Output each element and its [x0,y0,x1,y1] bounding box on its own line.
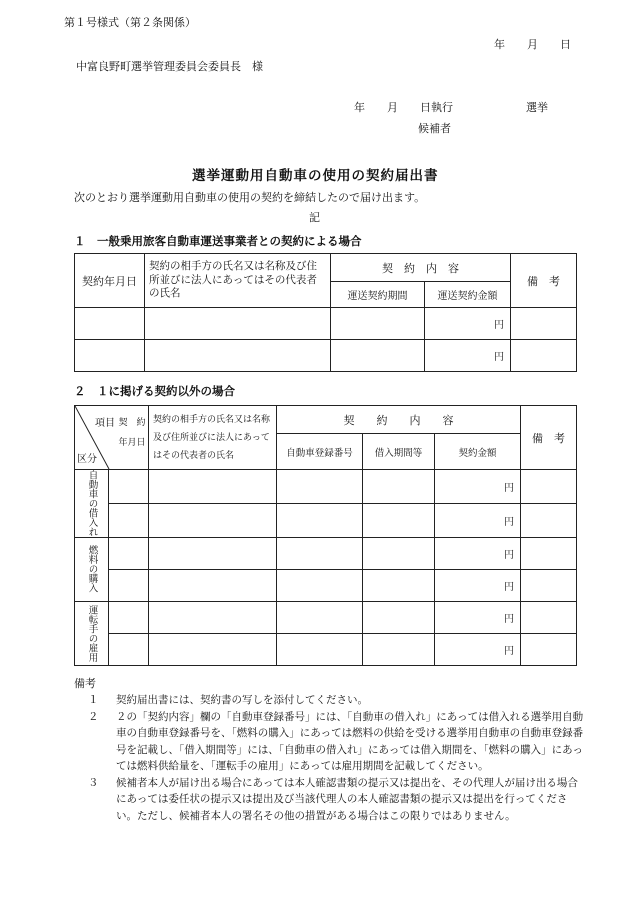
note-item: ２ ２の「契約内容」欄の「自動車登録番号」には、「自動車の借入れ」にあっては借入れる選挙用自動車の自動車登録番号を、「燃料の購入」にあっては燃料の供給を受ける選挙用自動車の自動車登録番号を記載し、「借入期間等」には、「自動車の借入れ」にあっては借入期間を、「燃料の購入」にあっては燃料供給量を、「運転手の雇用」にあっては雇用期間を記載してください。 [88,710,584,772]
section2-table [74,405,577,666]
item-category-corner [75,406,149,470]
form-number: 第１号様式（第２条関係） [64,16,196,29]
table-row [75,308,577,340]
s2-col-contract: 契 約 内 容 [277,406,521,434]
section1-table [74,253,577,372]
s2-col-regno: 自動車登録番号 [277,434,363,470]
election-label: 選挙 [526,101,548,114]
ki-label: 記 [309,211,320,224]
table-row [75,470,577,504]
yen-label: 円 [435,537,521,569]
s1-col-amount: 運送契約金額 [425,282,511,308]
s1-col-party: 契約の相手方の氏名又は名称及び住所並びに法人にあってはその代表者の氏名 [145,254,331,308]
s2-col-rental: 借入期間等 [363,434,435,470]
addressee: 中富良野町選挙管理委員会委員長 様 [76,60,263,73]
yen-label: 円 [435,633,521,665]
election-date: 年 月 日執行 [354,101,453,114]
yen-label: 円 [435,601,521,633]
table-row [75,340,577,372]
notes-heading: 備考 [74,677,96,690]
note-item: ３ 候補者本人が届け出る場合にあっては本人確認書類の提示又は提出を、その代理人が届け出る場合にあっては委任状の提示又は提出及び当該代理人の本人確認書類の提示又は提出を行ってください。ただし、候補者本人の署名その他の措置がある場合はこの限りではありません。 [88,776,578,822]
s2-col-remarks: 備 考 [521,406,577,470]
intro-text: 次のとおり選挙運動用自動車の使用の契約を締結したので届け出ます。 [74,191,426,204]
s2-col-date: 契 約 年月日 [118,418,146,448]
category-rental: 自動車の借入れ [75,470,109,538]
s1-col-remarks: 備 考 [511,254,577,308]
table-row [75,601,577,633]
s1-col-period: 運送契約期間 [331,282,425,308]
category-driver: 運転手の雇用 [75,601,109,665]
category-fuel: 燃料の購入 [75,537,109,601]
item-label: 項目 [95,418,115,429]
table-row [75,569,577,601]
yen-label: 円 [435,503,521,537]
section2-heading: ２ １に掲げる契約以外の場合 [74,384,235,398]
date-line: 年 月 日 [494,38,571,51]
category-label: 区分 [77,454,97,465]
note-item: １ 契約届出書には、契約書の写しを添付してください。 [88,694,368,706]
candidate-label: 候補者 [418,122,451,135]
page-title: 選挙運動用自動車の使用の契約届出書 [192,168,439,184]
yen-label: 円 [435,470,521,504]
yen-label: 円 [425,340,511,372]
table-row [75,503,577,537]
yen-label: 円 [425,308,511,340]
s2-col-party: 契約の相手方の氏名又は名称及び住所並びに法人にあってはその代表者の氏名 [149,406,277,470]
section1-heading: １ 一般乗用旅客自動車運送事業者との契約による場合 [74,234,362,248]
table-row [75,537,577,569]
yen-label: 円 [435,569,521,601]
s2-col-amount: 契約金額 [435,434,521,470]
table-row [75,633,577,665]
s1-col-date: 契約年月日 [75,254,145,308]
notes-list [74,692,584,824]
s1-col-contract: 契 約 内 容 [331,254,511,282]
